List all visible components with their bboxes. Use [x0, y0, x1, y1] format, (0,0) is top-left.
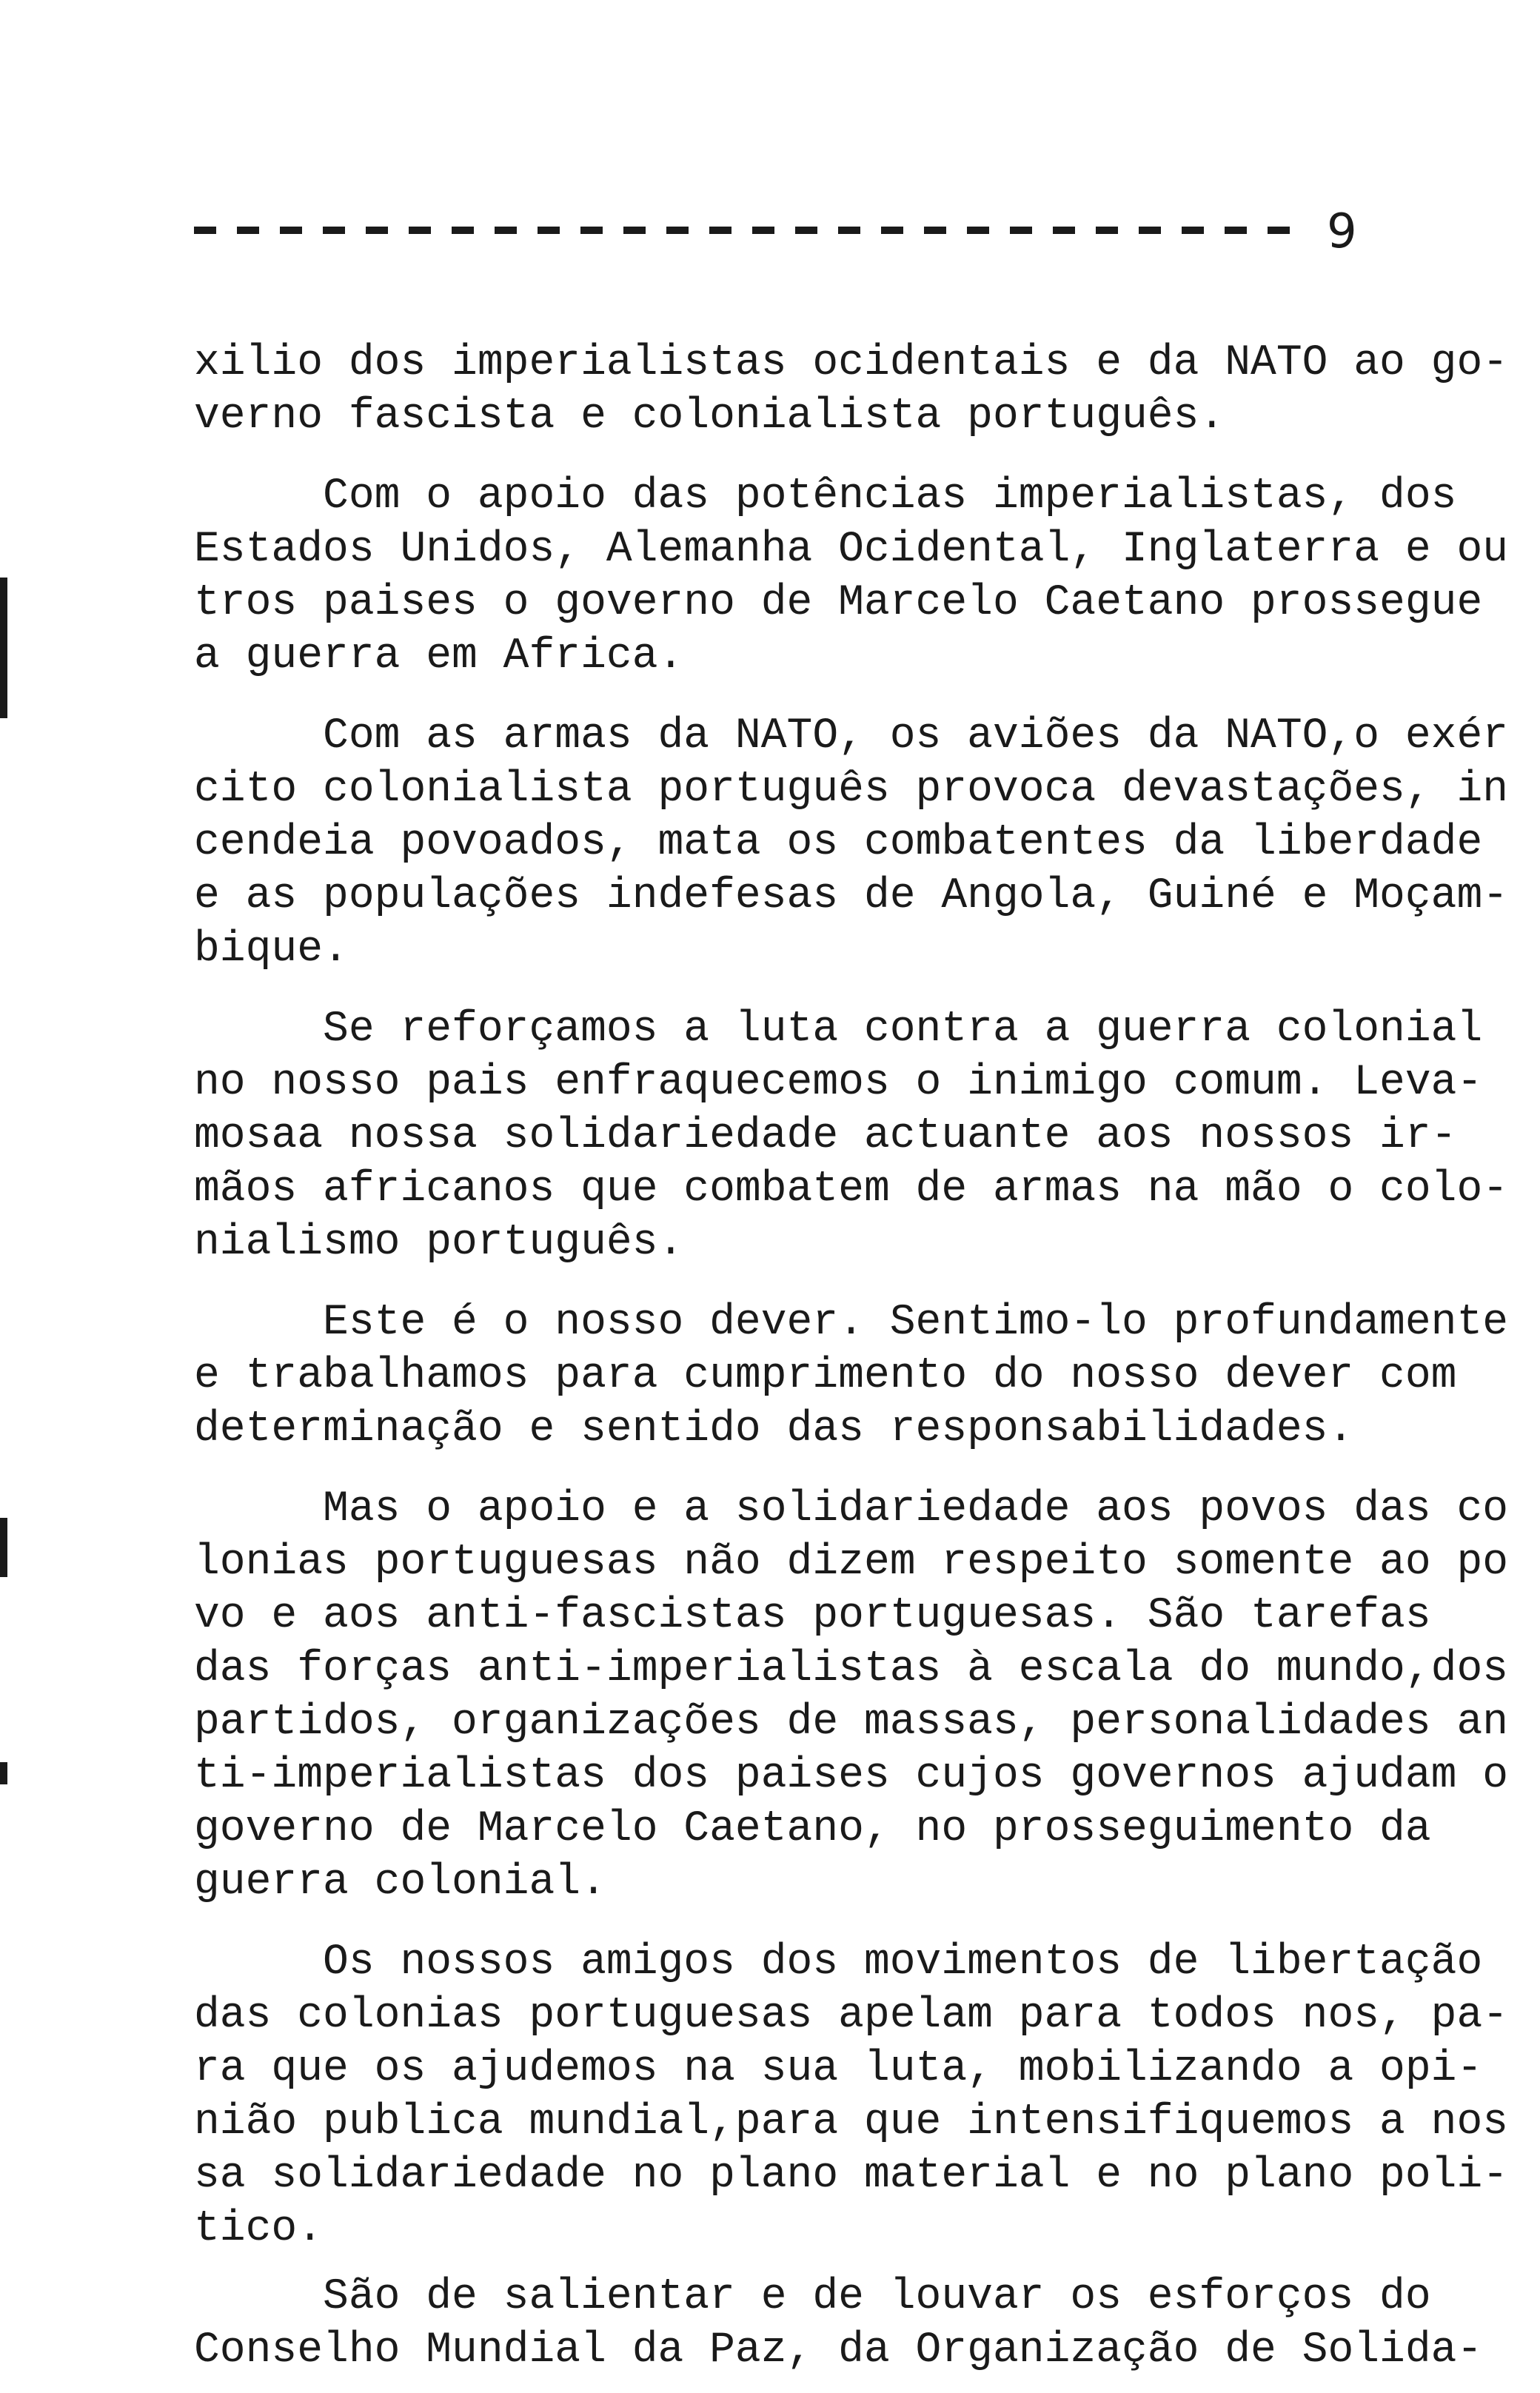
text-line: Estados Unidos, Alemanha Ocidental, Inglaterra e ou: [194, 526, 1509, 574]
text-line: verno fascista e colonialista português.: [194, 392, 1225, 441]
text-line: e as populações indefesas de Angola, Guiné e Moçam-: [194, 872, 1509, 920]
text-line: das colonias portuguesas apelam para todos nos, pa-: [194, 1992, 1509, 2040]
text-line: ra que os ajudemos na sua luta, mobilizando a opi-: [194, 2045, 1483, 2093]
paragraph: [194, 470, 1509, 683]
text-line: Com o apoio das potências imperialistas, dos: [194, 472, 1457, 521]
body-text: [194, 337, 1509, 2377]
paragraph: [194, 1296, 1509, 1456]
text-line: ti-imperialistas dos paises cujos governos ajudam o: [194, 1752, 1509, 1800]
margin-mark-3: [0, 1762, 7, 1784]
text-line: guerra colonial.: [194, 1858, 606, 1907]
text-line: Mas o apoio e a solidariedade aos povos das co: [194, 1485, 1509, 1533]
text-line: lonias portuguesas não dizem respeito somente ao po: [194, 1539, 1509, 1587]
text-line: mosaa nossa solidariedade actuante aos nossos ir-: [194, 1112, 1457, 1160]
text-line: xilio dos imperialistas ocidentais e da NATO ao go-: [194, 339, 1509, 387]
text-line: governo de Marcelo Caetano, no prosseguimento da: [194, 1805, 1431, 1853]
page-number: 9: [1327, 204, 1357, 259]
dashed-rule: [194, 227, 1290, 234]
text-line: tico.: [194, 2205, 324, 2253]
text-line: nião publica mundial,para que intensifiquemos a nos: [194, 2098, 1509, 2146]
text-line: cito colonialista português provoca devastações, in: [194, 766, 1509, 814]
text-line: São de salientar e de louvar os esforços do: [194, 2273, 1431, 2321]
text-line: a guerra em Africa.: [194, 632, 684, 680]
text-line: sa solidariedade no plano material e no plano poli-: [194, 2152, 1509, 2200]
text-line: Conselho Mundial da Paz, da Organização de Solida-: [194, 2326, 1483, 2374]
text-line: e trabalhamos para cumprimento do nosso dever com: [194, 1352, 1457, 1400]
text-line: determinação e sentido das responsabilidades.: [194, 1405, 1354, 1453]
text-line: Os nossos amigos dos movimentos de libertação: [194, 1938, 1483, 1987]
text-line: Este é o nosso dever. Sentimo-lo profundamente: [194, 1299, 1509, 1347]
paragraph: [194, 710, 1509, 977]
text-line: cendeia povoados, mata os combatentes da liberdade: [194, 819, 1483, 867]
text-line: bique.: [194, 926, 349, 974]
text-line: Com as armas da NATO, os aviões da NATO,o exér: [194, 712, 1509, 760]
text-line: vo e aos anti-fascistas portuguesas. São tarefas: [194, 1592, 1431, 1640]
page-header: [194, 198, 1379, 265]
text-line: Se reforçamos a luta contra a guerra colonial: [194, 1005, 1483, 1054]
text-line: tros paises o governo de Marcelo Caetano prossegue: [194, 579, 1483, 627]
text-line: das forças anti-imperialistas à escala do mundo,dos: [194, 1645, 1509, 1693]
paragraph: [194, 2271, 1483, 2377]
paragraph: [194, 1483, 1509, 1910]
text-line: nialismo português.: [194, 1219, 684, 1267]
paragraph: [194, 337, 1509, 444]
text-line: mãos africanos que combatem de armas na mão o colo-: [194, 1165, 1509, 1214]
text-line: partidos, organizações de massas, personalidades an: [194, 1698, 1509, 1747]
paragraph: [194, 1003, 1509, 1270]
margin-mark-2: [0, 1518, 7, 1577]
paragraph: [194, 1936, 1509, 2256]
text-line: no nosso pais enfraquecemos o inimigo comum. Leva-: [194, 1059, 1483, 1107]
margin-mark-1: [0, 578, 7, 718]
